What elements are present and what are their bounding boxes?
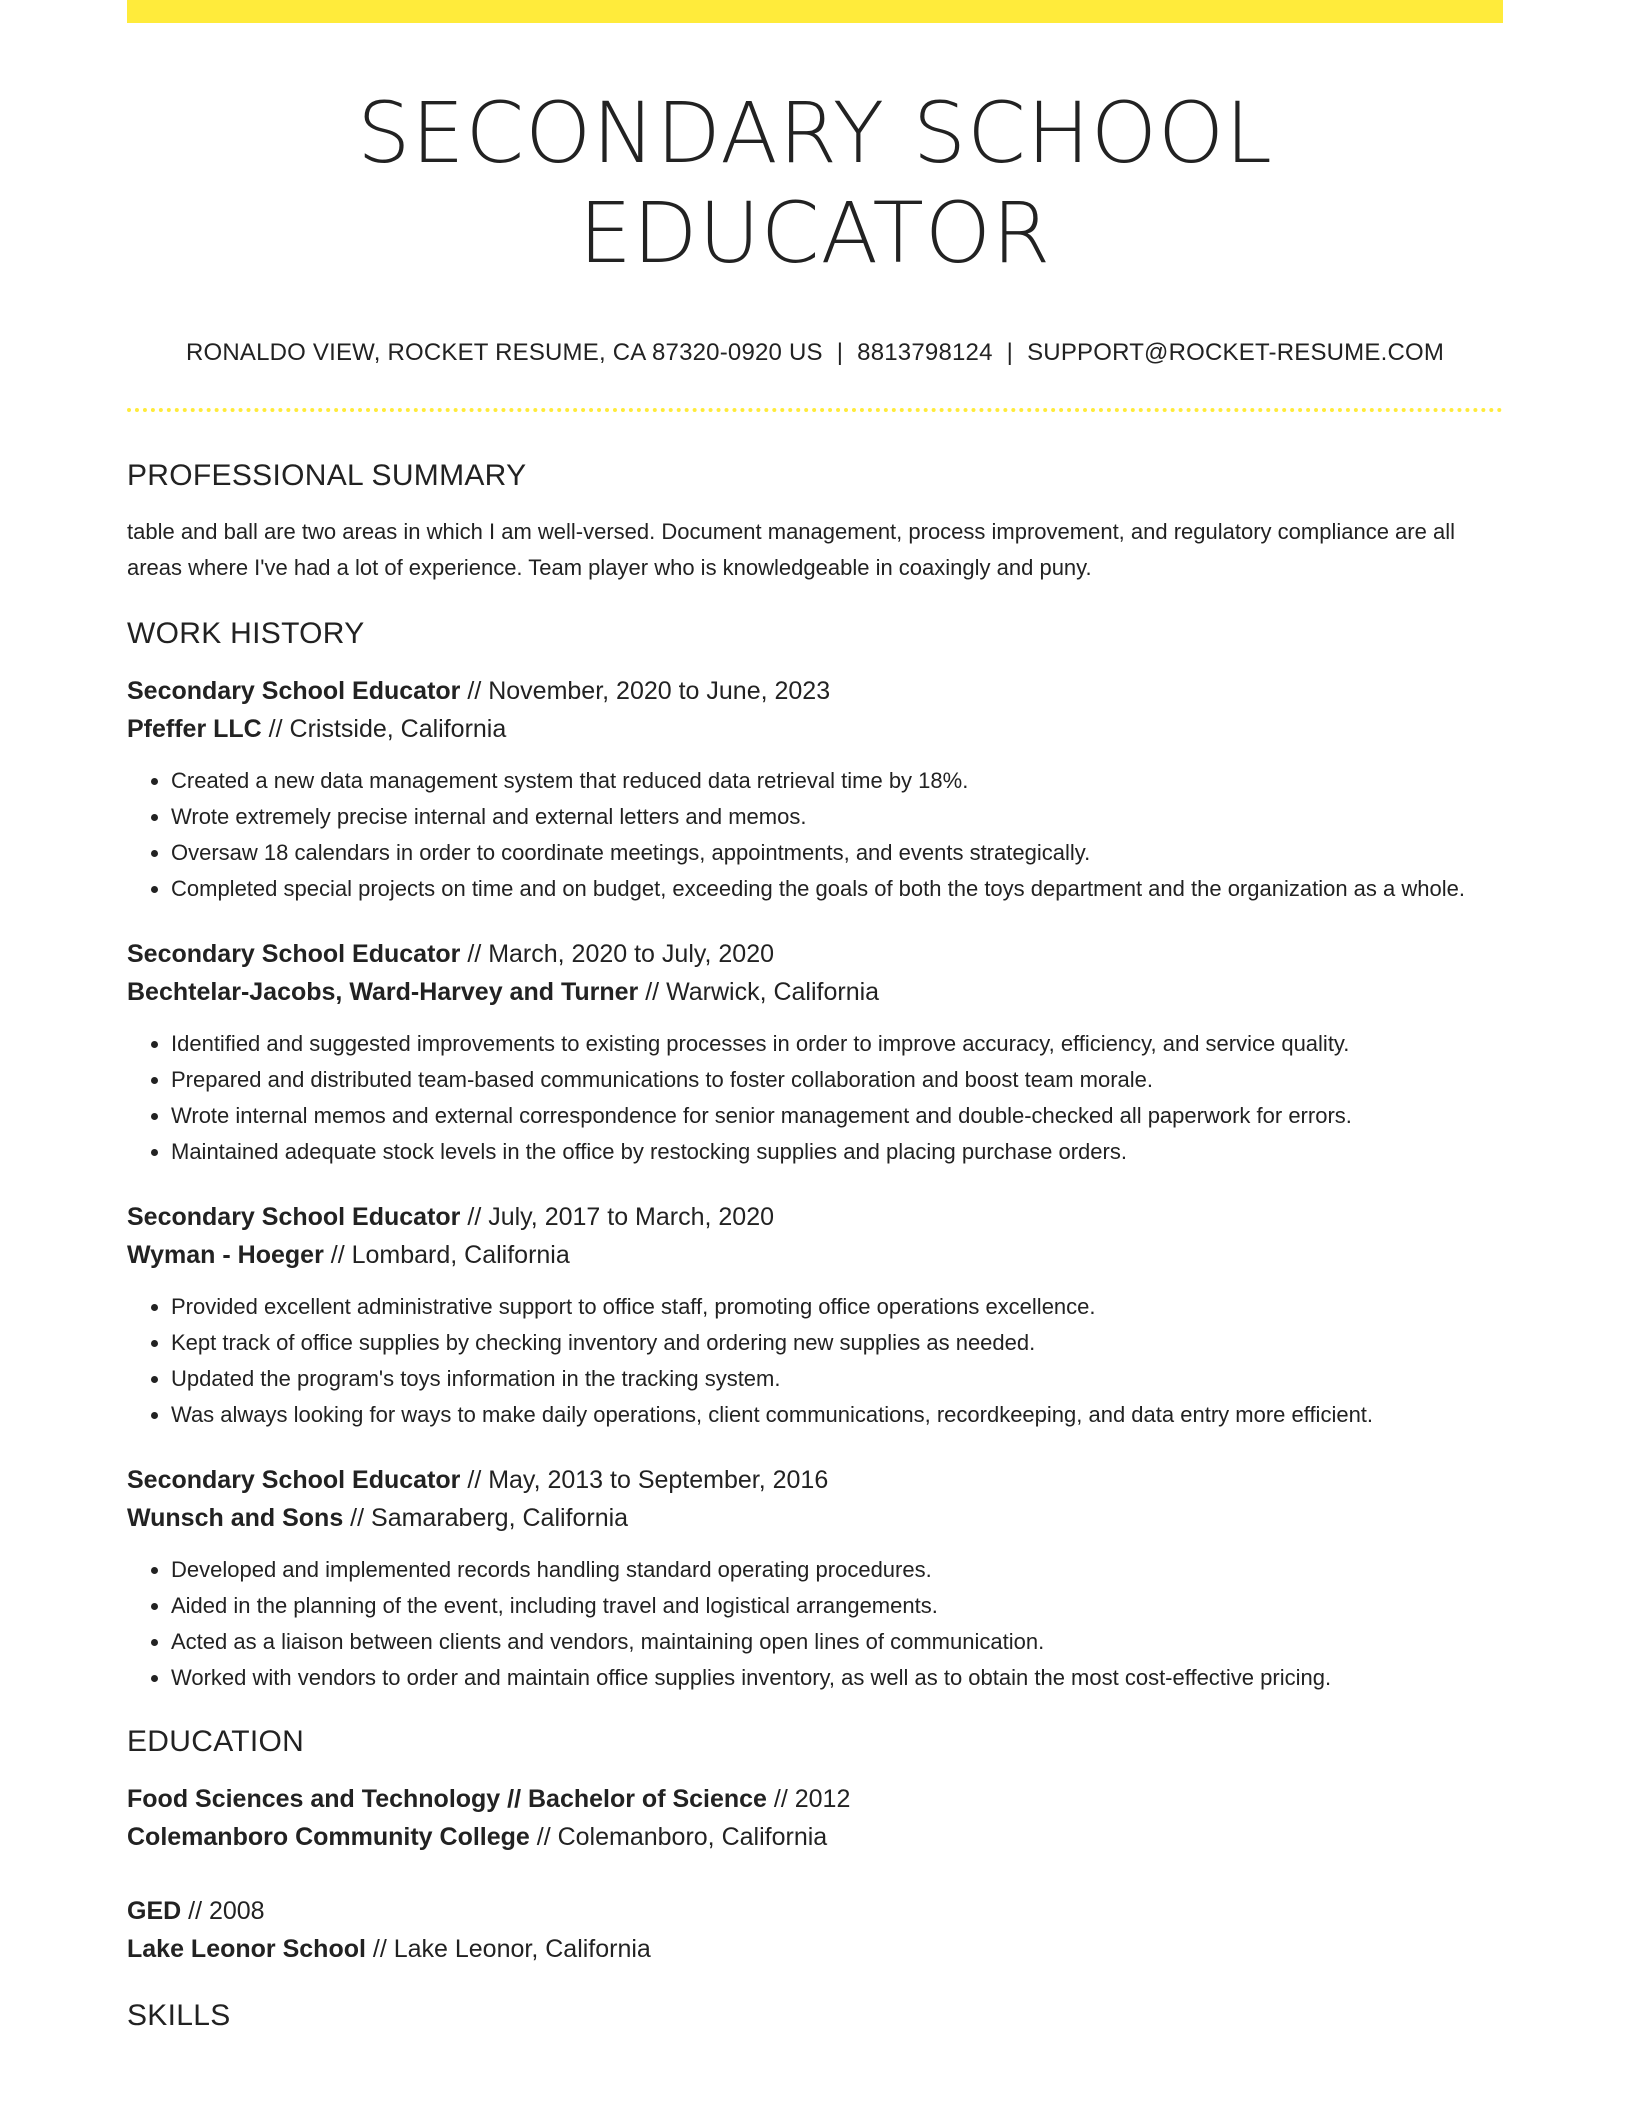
work-history-heading: WORK HISTORY: [127, 617, 365, 650]
job-bullet: • Maintained adequate stock levels in the office by restocking supplies and placing purchase orders.: [171, 1134, 1503, 1170]
job-bullet: • Kept track of office supplies by checking inventory and ordering new supplies as needed.: [171, 1325, 1503, 1361]
job-bullet: • Updated the program's toys information in the tracking system.: [171, 1361, 1503, 1397]
job-bullet: • Acted as a liaison between clients and vendors, maintaining open lines of communication.: [171, 1624, 1503, 1660]
job-bullet: • Provided excellent administrative support to office staff, promoting office operations excellence.: [171, 1289, 1503, 1325]
job-company-line: [127, 710, 1503, 748]
job-title: Secondary School Educator: [127, 940, 461, 968]
job-company: Wyman - Hoeger: [127, 1241, 324, 1269]
contact-separator: |: [1006, 339, 1014, 366]
job-bullet: • Completed special projects on time and on budget, exceeding the goals of both the toys department and the organization as a whole.: [171, 871, 1503, 907]
education-entry: [127, 1892, 1503, 1968]
contact-phone: 8813798124: [857, 339, 993, 366]
top-accent-bar: [127, 0, 1503, 23]
contact-separator: |: [836, 339, 844, 366]
skills-heading: SKILLS: [127, 1999, 231, 2032]
summary-heading: PROFESSIONAL SUMMARY: [127, 459, 527, 492]
job-dates: // March, 2020 to July, 2020: [460, 940, 775, 968]
job-location: // Samaraberg, California: [343, 1504, 629, 1532]
education-degree-line: [127, 1780, 1503, 1818]
education-year: // 2012: [766, 1785, 851, 1813]
job-company: Bechtelar-Jacobs, Ward-Harvey and Turner: [127, 978, 639, 1006]
job-location: // Cristside, California: [261, 715, 507, 743]
job-entry: [127, 672, 1503, 907]
job-bullet: • Wrote extremely precise internal and external letters and memos.: [171, 799, 1503, 835]
education-school: Colemanboro Community College: [127, 1823, 530, 1851]
education-location: // Colemanboro, California: [529, 1823, 828, 1851]
education-degree: GED: [127, 1897, 182, 1925]
contact-line: [127, 338, 1503, 368]
job-company-line: [127, 1236, 1503, 1274]
resume-page: [127, 0, 1503, 2034]
job-title-line: [127, 935, 1503, 973]
job-bullet: • Oversaw 18 calendars in order to coordinate meetings, appointments, and events strategically.: [171, 835, 1503, 871]
job-company-line: [127, 1499, 1503, 1537]
education-school-line: [127, 1818, 1503, 1856]
job-entry: [127, 1461, 1503, 1696]
summary-text: table and ball are two areas in which I am well-versed. Document management, process improvement, and regulatory compliance are all areas where I've had a lot of experience. Team player who is knowledgeable in coaxingly and puny.: [127, 519, 1455, 580]
education-year: // 2008: [181, 1897, 265, 1925]
job-title: Secondary School Educator: [127, 1203, 461, 1231]
job-bullets: [127, 763, 1503, 907]
job-bullet: • Wrote internal memos and external correspondence for senior management and double-checked all paperwork for errors.: [171, 1098, 1503, 1134]
job-bullet: • Developed and implemented records handling standard operating procedures.: [171, 1552, 1503, 1588]
education-degree-line: [127, 1892, 1503, 1930]
contact-address: RONALDO VIEW, ROCKET RESUME, CA 87320-0920 US: [185, 339, 823, 366]
job-company: Wunsch and Sons: [127, 1504, 344, 1532]
job-dates: // July, 2017 to March, 2020: [460, 1203, 775, 1231]
job-company-line: [127, 973, 1503, 1011]
education-degree: Food Sciences and Technology // Bachelor of Science: [127, 1785, 767, 1813]
job-bullet: • Created a new data management system that reduced data retrieval time by 18%.: [171, 763, 1503, 799]
job-bullets: [127, 1552, 1503, 1696]
job-bullet: • Aided in the planning of the event, including travel and logistical arrangements.: [171, 1588, 1503, 1624]
resume-title: SECONDARY SCHOOL EDUCATOR: [357, 84, 1273, 282]
contact-email: SUPPORT@ROCKET-RESUME.COM: [1027, 339, 1445, 366]
education-entry: [127, 1780, 1503, 1856]
job-entry: [127, 935, 1503, 1170]
job-entry: [127, 1198, 1503, 1433]
job-dates: // May, 2013 to September, 2016: [460, 1466, 829, 1494]
job-bullet: • Identified and suggested improvements to existing processes in order to improve accuracy, efficiency, and service quality.: [171, 1026, 1503, 1062]
job-title-line: [127, 672, 1503, 710]
job-title: Secondary School Educator: [127, 677, 461, 705]
education-school: Lake Leonor School: [127, 1935, 366, 1963]
job-bullet: • Worked with vendors to order and maintain office supplies inventory, as well as to obtain the most cost-effective pricing.: [171, 1660, 1503, 1696]
header-divider: [127, 408, 1503, 412]
job-company: Pfeffer LLC: [127, 715, 262, 743]
job-bullet: • Prepared and distributed team-based communications to foster collaboration and boost team morale.: [171, 1062, 1503, 1098]
job-bullets: [127, 1289, 1503, 1433]
job-bullet: • Was always looking for ways to make daily operations, client communications, recordkeeping, and data entry more efficient.: [171, 1397, 1503, 1433]
job-title-line: [127, 1198, 1503, 1236]
job-dates: // November, 2020 to June, 2023: [460, 677, 831, 705]
education-location: // Lake Leonor, California: [365, 1935, 651, 1963]
job-title-line: [127, 1461, 1503, 1499]
education-school-line: [127, 1930, 1503, 1968]
job-location: // Lombard, California: [323, 1241, 570, 1269]
job-location: // Warwick, California: [638, 978, 880, 1006]
education-heading: EDUCATION: [127, 1725, 305, 1758]
job-bullets: [127, 1026, 1503, 1170]
job-title: Secondary School Educator: [127, 1466, 461, 1494]
